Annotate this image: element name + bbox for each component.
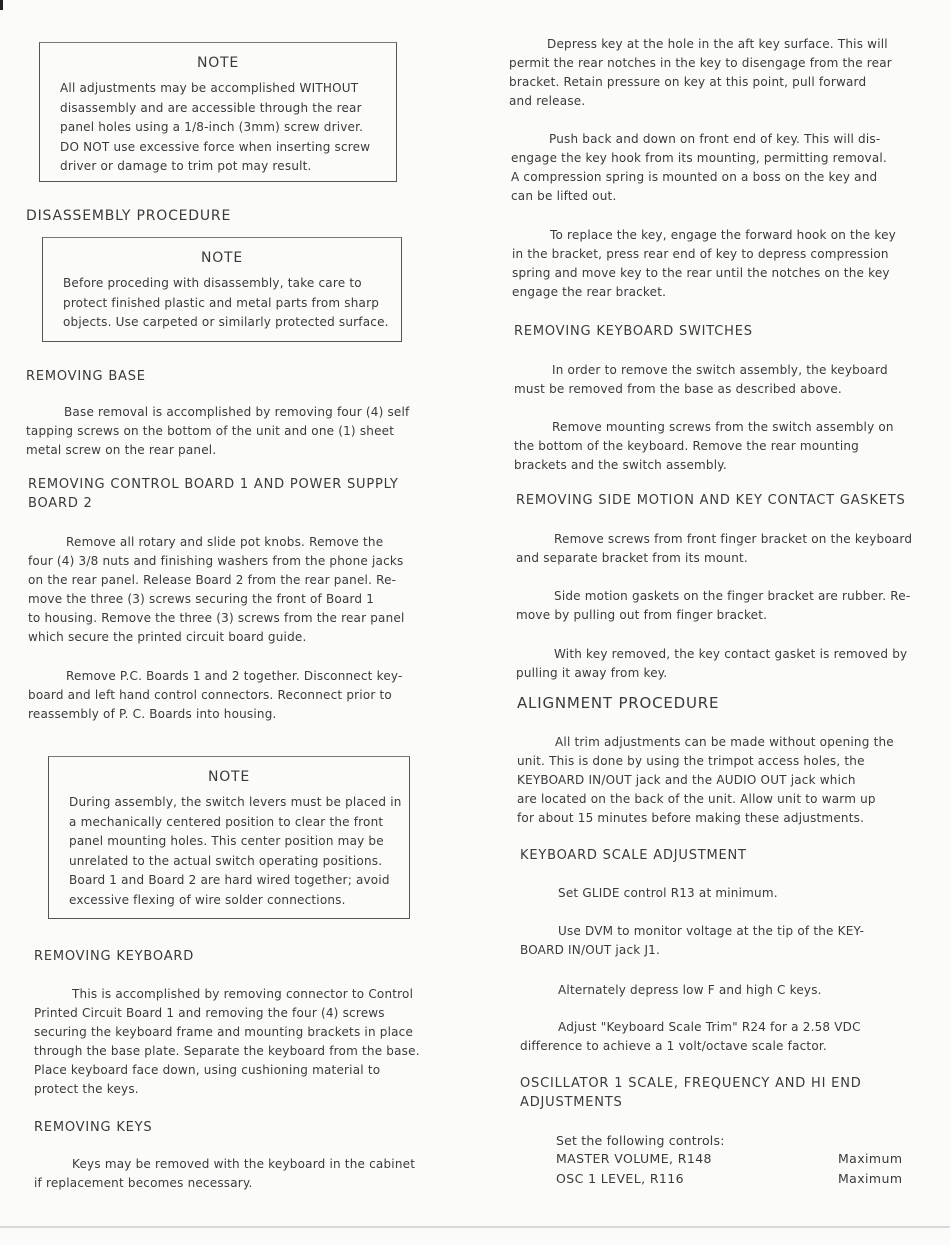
oscillator-intro: Set the following controls: (556, 1133, 725, 1148)
note-box-adjustments (39, 42, 397, 182)
push-key-text: Push back and down on front end of key. This will dis- engage the key hook from its mounting, permitting removal. A compression spring is mounted on a boss on the key and can be lifted out. (511, 132, 887, 203)
alignment-text: All trim adjustments can be made without opening the unit. This is done by using the trimpot access holes, the KEYBOARD IN/OUT jack and the AUDIO OUT jack which are located on the back of the unit. Allow unit to warm up for about 15 minutes before making these adjustments. (517, 735, 894, 825)
page-bottom-edge (0, 1226, 950, 1228)
note-body: All adjustments may be accomplished WITHOUT disassembly and are accessible through the rear panel holes using a 1/8-inch (3mm) screw driver. DO NOT use excessive force when inserting screw driver or damage to trim pot may result. (60, 81, 371, 173)
replace-key-text: To replace the key, engage the forward hook on the key in the bracket, press rear end of key to depress compression spring and move key to the rear until the notches on the key engage the rear bracket. (512, 228, 896, 299)
removing-keyboard-heading: REMOVING KEYBOARD (34, 949, 195, 964)
control-value: Maximum (838, 1171, 903, 1186)
control-name: MASTER VOLUME, R148 (556, 1151, 712, 1166)
control-board-text-1: Remove all rotary and slide pot knobs. Remove the four (4) 3/8 nuts and finishing washers from the phone jacks on the rear panel. Release Board 2 from the rear panel. Re- move the three (3) screws securing the front of Board 1 to housing. Remove the three (3) screws from the rear panel which secure the printed circuit board guide. (28, 535, 405, 644)
scale-step-2: Use DVM to monitor voltage at the tip of the KEY- BOARD IN/OUT jack J1. (520, 924, 865, 957)
control-name: OSC 1 LEVEL, R116 (556, 1171, 684, 1186)
note-title: NOTE (207, 769, 251, 785)
control-value: Maximum (838, 1151, 903, 1166)
removing-keys-text: Keys may be removed with the keyboard in the cabinet if replacement becomes necessary. (34, 1157, 416, 1190)
scale-step-3: Alternately depress low F and high C keys. (558, 983, 822, 997)
note-box-protection (42, 237, 402, 342)
control-board-heading: REMOVING CONTROL BOARD 1 AND POWER SUPPLY BOARD 2 (28, 477, 399, 511)
scan-edge-mark (0, 0, 3, 10)
switches-text-1: In order to remove the switch assembly, the keyboard must be removed from the base as described above. (514, 363, 888, 396)
removing-base-text: Base removal is accomplished by removing four (4) self tapping screws on the bottom of the unit and one (1) sheet metal screw on the rear panel. (26, 405, 410, 457)
control-board-text-2: Remove P.C. Boards 1 and 2 together. Disconnect key- board and left hand control connectors. Reconnect prior to reassembly of P. C. Boards into housing. (28, 669, 403, 721)
removing-keyboard-text: This is accomplished by removing connector to Control Printed Circuit Board 1 and removing the four (4) screws securing the keyboard frame and mounting brackets in place through the base plate. Separate the keyboard from the base. Place keyboard face down, using cushioning material to protect the keys. (34, 987, 420, 1096)
gaskets-text-1: Remove screws from front finger bracket on the keyboard and separate bracket from its mount. (516, 532, 913, 565)
depress-key-text: Depress key at the hole in the aft key surface. This will permit the rear notches in the key to disengage from the rear bracket. Retain pressure on key at this point, pull forward and release. (509, 37, 892, 108)
removing-keys-heading: REMOVING KEYS (34, 1120, 153, 1135)
scale-heading: KEYBOARD SCALE ADJUSTMENT (520, 848, 747, 863)
scale-step-4: Adjust "Keyboard Scale Trim" R24 for a 2.58 VDC difference to achieve a 1 volt/octave scale factor. (520, 1020, 861, 1053)
gaskets-text-2: Side motion gaskets on the finger bracket are rubber. Re- move by pulling out from finger bracket. (516, 589, 911, 622)
alignment-heading: ALIGNMENT PROCEDURE (517, 694, 720, 712)
oscillator-heading: OSCILLATOR 1 SCALE, FREQUENCY AND HI END ADJUSTMENTS (520, 1076, 862, 1110)
note-body: Before proceding with disassembly, take care to protect finished plastic and metal parts from sharp objects. Use carpeted or similarly protected surface. (63, 276, 389, 329)
switches-heading: REMOVING KEYBOARD SWITCHES (514, 324, 753, 339)
gaskets-heading: REMOVING SIDE MOTION AND KEY CONTACT GASKETS (516, 493, 906, 508)
note-box-assembly (48, 756, 410, 919)
control-row (556, 1151, 906, 1166)
gaskets-text-3: With key removed, the key contact gasket is removed by pulling it away from key. (516, 647, 908, 680)
note-title: NOTE (200, 250, 244, 266)
removing-base-heading: REMOVING BASE (26, 369, 146, 384)
scale-step-1: Set GLIDE control R13 at minimum. (558, 886, 778, 900)
control-row (556, 1171, 906, 1186)
note-title: NOTE (196, 55, 240, 71)
note-body: During assembly, the switch levers must be placed in a mechanically centered position to clear the front panel mounting holes. This center position may be unrelated to the actual switch operating positions. Board 1 and Board 2 are hard wired together; avoid excessive flexing of wire solder connections. (69, 795, 402, 907)
switches-text-2: Remove mounting screws from the switch assembly on the bottom of the keyboard. Remove the rear mounting brackets and the switch assembly. (514, 420, 894, 472)
disassembly-heading: DISASSEMBLY PROCEDURE (26, 208, 232, 224)
